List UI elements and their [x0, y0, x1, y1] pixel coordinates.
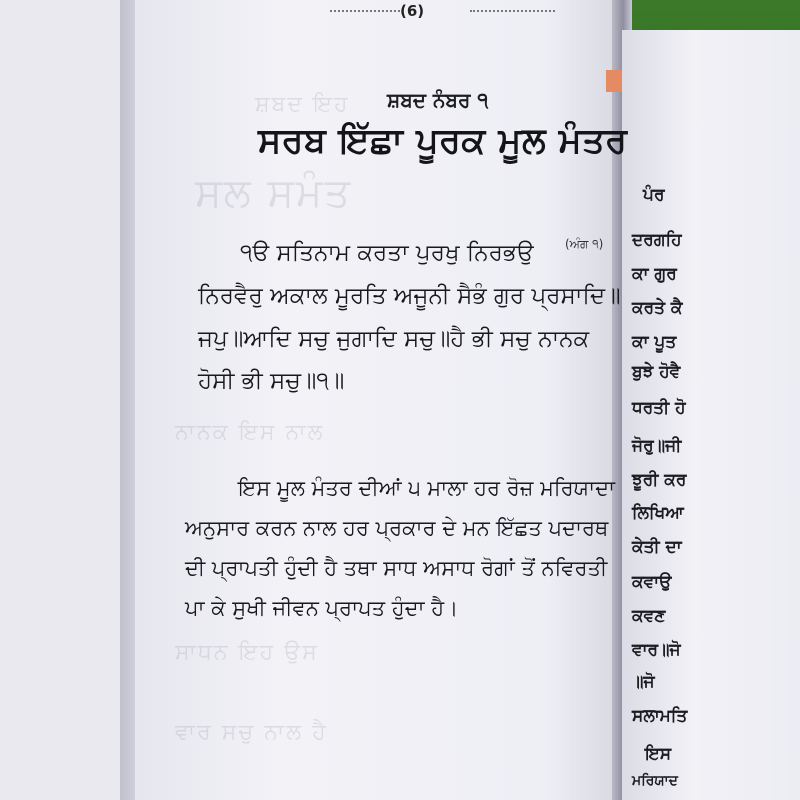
right-page-line: ਬੁਝੇ ਹੋਵੈ: [632, 362, 681, 382]
right-page-line: ਕਵਣ: [632, 606, 666, 626]
right-page-line: ਕਵਾਉ: [632, 572, 672, 592]
right-page-line: ਇਸ: [645, 744, 672, 764]
right-page-line: ਦਰਗਹਿ: [632, 230, 682, 250]
right-page-line: ਮਰਿਯਾਦ: [632, 773, 678, 789]
right-page-line: ਸਲਾਮਤਿ: [632, 706, 688, 726]
instruction-line: ਅਨੁਸਾਰ ਕਰਨ ਨਾਲ ਹਰ ਪ੍ਰਕਾਰ ਦੇ ਮਨ ਇੱਛਤ ਪਦਾਰਥ: [185, 516, 609, 540]
right-page-line: ਧਰਤੀ ਹੋ: [632, 398, 686, 418]
right-page-line: ਕਰਤੇ ਕੈ: [632, 298, 683, 318]
header-ornament-left: [330, 10, 400, 12]
mool-mantar-line: ਜਪੁ॥ਆਦਿ ਸਚੁ ਜੁਗਾਦਿ ਸਚੁ॥ਹੈ ਭੀ ਸਚੁ ਨਾਨਕ: [198, 326, 590, 352]
mool-mantar-line: ਹੋਸੀ ਭੀ ਸਚੁ॥੧॥: [198, 368, 345, 394]
right-page-line: ॥ਜੋ: [632, 672, 655, 692]
instruction-line: ਦੀ ਪ੍ਰਾਪਤੀ ਹੁੰਦੀ ਹੈ ਤਥਾ ਸਾਧ ਅਸਾਧ ਰੋਗਾਂ ਤੋਂ ਨਵਿਰਤੀ: [185, 556, 608, 580]
right-page-line: ਕੇਤੀ ਦਾ: [632, 537, 682, 557]
right-page-line: ਪੰਰ: [643, 185, 665, 205]
instruction-line: ਇਸ ਮੂਲ ਮੰਤਰ ਦੀਆਂ ੫ ਮਾਲਾ ਹਰ ਰੋਜ਼ ਮਰਿਯਾਦਾ: [238, 476, 616, 500]
right-page-line: ਝੂਰੀ ਕਰ: [632, 470, 687, 490]
header-ornament-right: [470, 10, 555, 12]
right-page-line: ਲਿਖਿਆ: [632, 503, 684, 523]
ang-reference: (ਅੰਗ ੧): [565, 237, 604, 251]
mool-mantar-line: ੧ੳ ਸਤਿਨਾਮ ਕਰਤਾ ਪੁਰਖੁ ਨਿਰਭਉ: [240, 240, 534, 266]
shabad-number-label: ਸ਼ਬਦ ਨੰਬਰ ੧: [387, 88, 489, 112]
mool-mantar-line: ਨਿਰਵੈਰੁ ਅਕਾਲ ਮੂਰਤਿ ਅਜੂਨੀ ਸੈਭੰ ਗੁਰ ਪ੍ਰਸਾਦਿ॥: [198, 283, 621, 309]
right-page-line: ਕਾ ਗੁਰ: [632, 264, 677, 284]
left-book-page: ਸ਼ਬਦ ਇਹ ਸਲ ਸਮੰਤ ਨਾਨਕ ਇਸ ਨਾਲ ਸਾਧਨ ਇਹ ਉਸ ਵਾਰ ਸਚੁ ਨਾਲ ਹੈ: [135, 0, 620, 800]
left-page-edge: [0, 0, 135, 800]
right-page-line: ਕਾ ਪੂਤ: [632, 332, 677, 352]
page-title: ਸਰਬ ਇੱਛਾ ਪੂਰਕ ਮੂਲ ਮੰਤਰ: [258, 121, 628, 161]
instruction-line: ਪਾ ਕੇ ਸੁਖੀ ਜੀਵਨ ਪ੍ਰਾਪਤ ਹੁੰਦਾ ਹੈ।: [185, 596, 459, 620]
right-page-line: ਵਾਰ॥ਜੋ: [632, 640, 681, 660]
right-page-line: ਜੋਰੁ॥ਜੀ: [632, 436, 682, 456]
page-number: (6): [400, 2, 425, 20]
